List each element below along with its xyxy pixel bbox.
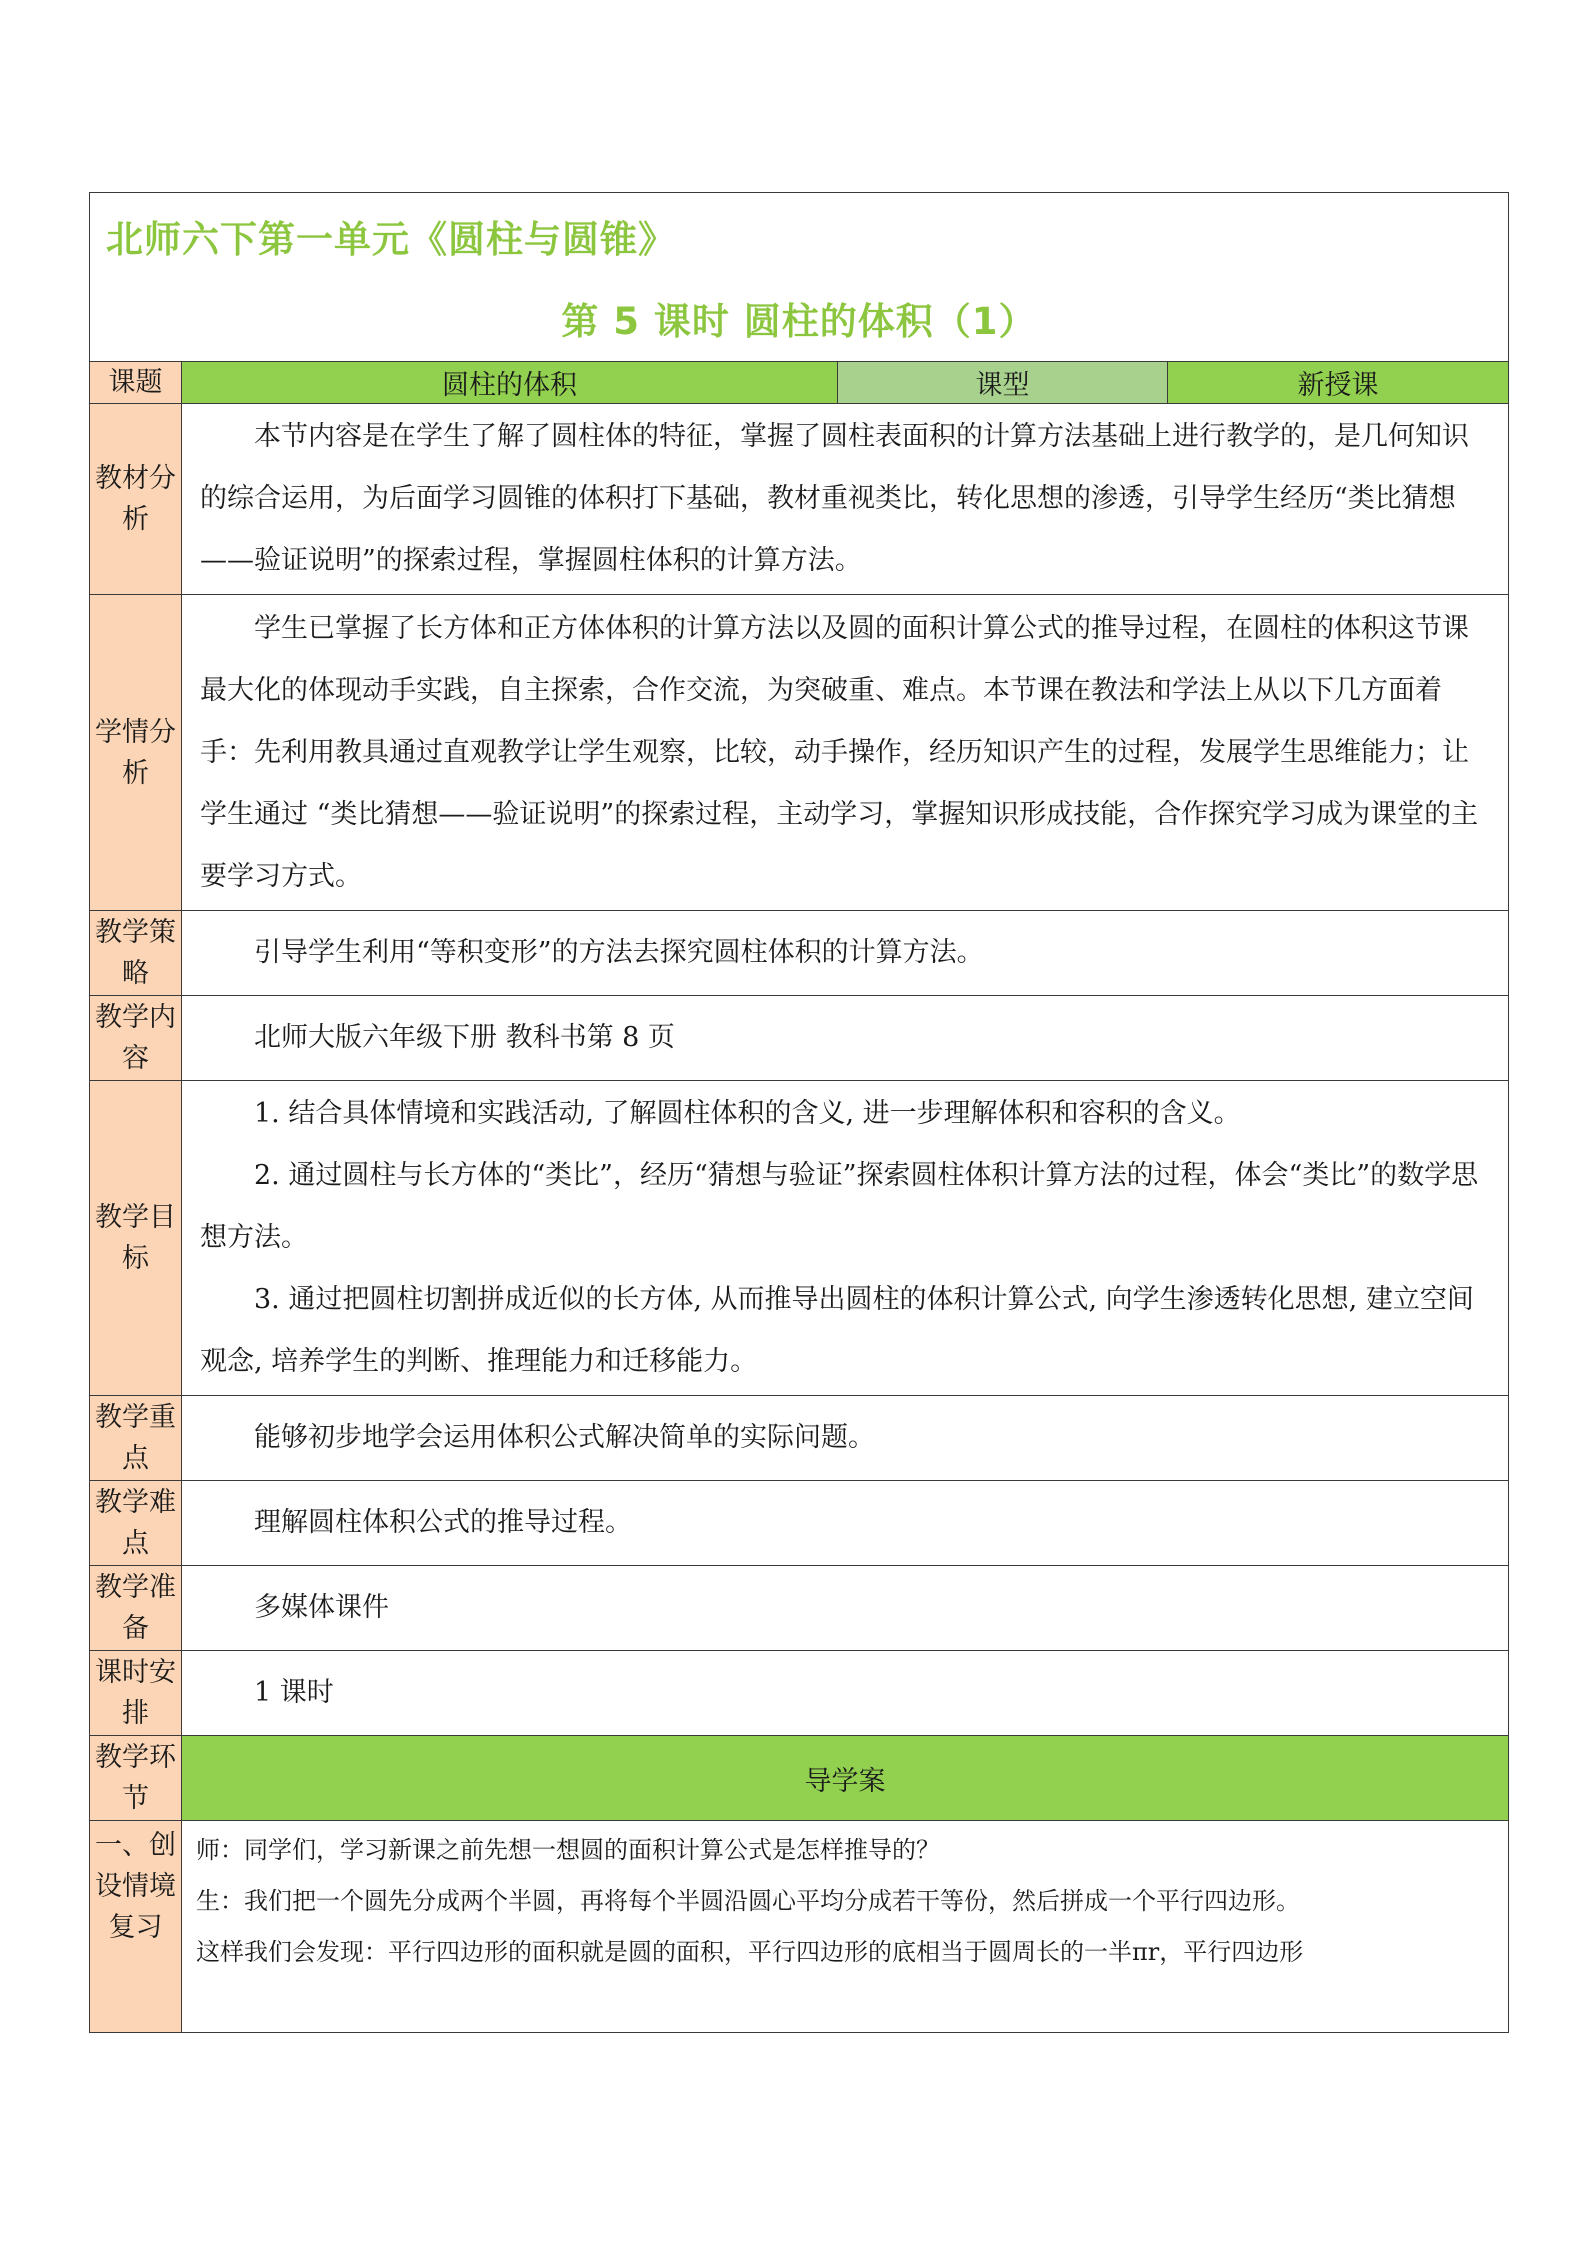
- textbook-analysis-cell: [182, 404, 1509, 595]
- preparation-label: 教学准备: [90, 1566, 182, 1651]
- content-row: [90, 996, 1509, 1081]
- preparation-text: 多媒体课件: [254, 1592, 389, 1623]
- goals-cell: [182, 1081, 1509, 1396]
- difficulty-text: 理解圆柱体积公式的推导过程。: [254, 1507, 632, 1538]
- stage1-label: 一、创设情境复习: [90, 1821, 182, 2033]
- document-title: 北师六下第一单元《圆柱与圆锥》: [106, 218, 676, 261]
- textbook-analysis-row: [90, 404, 1509, 595]
- process-row: [90, 1736, 1509, 1821]
- content-label: 教学内容: [90, 996, 182, 1081]
- student-analysis-text: 学生已掌握了长方体和正方体体积的计算方法以及圆的面积计算公式的推导过程，在圆柱的体积这节课最大化的体现动手实践，自主探索，合作交流，为突破重、难点。本节课在教法和学法上从以下几方面着手：先利用教具通过直观教学让学生观察，比较，动手操作，经历知识产生的过程，发展学生思维能力；让学生通过 “类比猜想——验证说明”的探索过程，主动学习，掌握知识形成技能，合作探究学习成为课堂的主要学习方式。: [200, 612, 1479, 892]
- key-point-cell: [182, 1396, 1509, 1481]
- content-text: 北师大版六年级下册 教科书第 8 页: [254, 1022, 675, 1053]
- strategy-cell: [182, 911, 1509, 996]
- student-analysis-row: [90, 595, 1509, 911]
- difficulty-label: 教学难点: [90, 1481, 182, 1566]
- student-analysis-label: 学情分析: [90, 595, 182, 911]
- lesson-plan-table: [89, 192, 1509, 2033]
- header-cell: [90, 193, 1509, 362]
- schedule-label: 课时安排: [90, 1651, 182, 1736]
- student-analysis-cell: [182, 595, 1509, 911]
- process-header: 导学案: [182, 1736, 1509, 1821]
- schedule-cell: [182, 1651, 1509, 1736]
- strategy-text: 引导学生利用“等积变形”的方法去探究圆柱体积的计算方法。: [254, 937, 984, 968]
- stage1-cell: [182, 1821, 1509, 2033]
- dialogue-line: 师：同学们，学习新课之前先想一想圆的面积计算公式是怎样推导的？: [196, 1836, 940, 1864]
- type-label: 课型: [838, 362, 1168, 404]
- dialogue-line: 这样我们会发现：平行四边形的面积就是圆的面积，平行四边形的底相当于圆周长的一半πr，平行四边形: [196, 1938, 1304, 1966]
- key-point-text: 能够初步地学会运用体积公式解决简单的实际问题。: [254, 1422, 875, 1453]
- schedule-text: 1 课时: [254, 1677, 334, 1708]
- goal-item: 2. 通过圆柱与长方体的“类比”，经历“猜想与验证”探索圆柱体积计算方法的过程，体会“类比”的数学思想方法。: [200, 1160, 1479, 1253]
- lesson-subtitle: 第 5 课时 圆柱的体积（1）: [561, 300, 1037, 343]
- type-value: 新授课: [1168, 362, 1509, 404]
- preparation-row: [90, 1566, 1509, 1651]
- textbook-analysis-text: 本节内容是在学生了解了圆柱体的特征，掌握了圆柱表面积的计算方法基础上进行教学的，是几何知识的综合运用，为后面学习圆锥的体积打下基础，教材重视类比，转化思想的渗透，引导学生经历“类比猜想——验证说明”的探索过程，掌握圆柱体积的计算方法。: [200, 421, 1469, 576]
- stage1-row: [90, 1821, 1509, 2033]
- topic-value: 圆柱的体积: [182, 362, 838, 404]
- strategy-label: 教学策略: [90, 911, 182, 996]
- key-point-label: 教学重点: [90, 1396, 182, 1481]
- dialogue-line: 生：我们把一个圆先分成两个半圆，再将每个半圆沿圆心平均分成若干等份，然后拼成一个平行四边形。: [196, 1887, 1300, 1915]
- key-point-row: [90, 1396, 1509, 1481]
- content-cell: [182, 996, 1509, 1081]
- schedule-row: [90, 1651, 1509, 1736]
- goal-item: 1. 结合具体情境和实践活动, 了解圆柱体积的含义, 进一步理解体积和容积的含义。: [254, 1098, 1241, 1129]
- lesson-plan-page: [89, 192, 1508, 2033]
- strategy-row: [90, 911, 1509, 996]
- header-row: [90, 193, 1509, 362]
- goal-item: 3. 通过把圆柱切割拼成近似的长方体, 从而推导出圆柱的体积计算公式, 向学生渗透转化思想, 建立空间观念, 培养学生的判断、推理能力和迁移能力。: [200, 1284, 1474, 1377]
- goals-label: 教学目标: [90, 1081, 182, 1396]
- textbook-analysis-label: 教材分析: [90, 404, 182, 595]
- process-label: 教学环节: [90, 1736, 182, 1821]
- difficulty-cell: [182, 1481, 1509, 1566]
- goals-row: [90, 1081, 1509, 1396]
- preparation-cell: [182, 1566, 1509, 1651]
- difficulty-row: [90, 1481, 1509, 1566]
- topic-row: [90, 362, 1509, 404]
- topic-label: 课题: [90, 362, 182, 404]
